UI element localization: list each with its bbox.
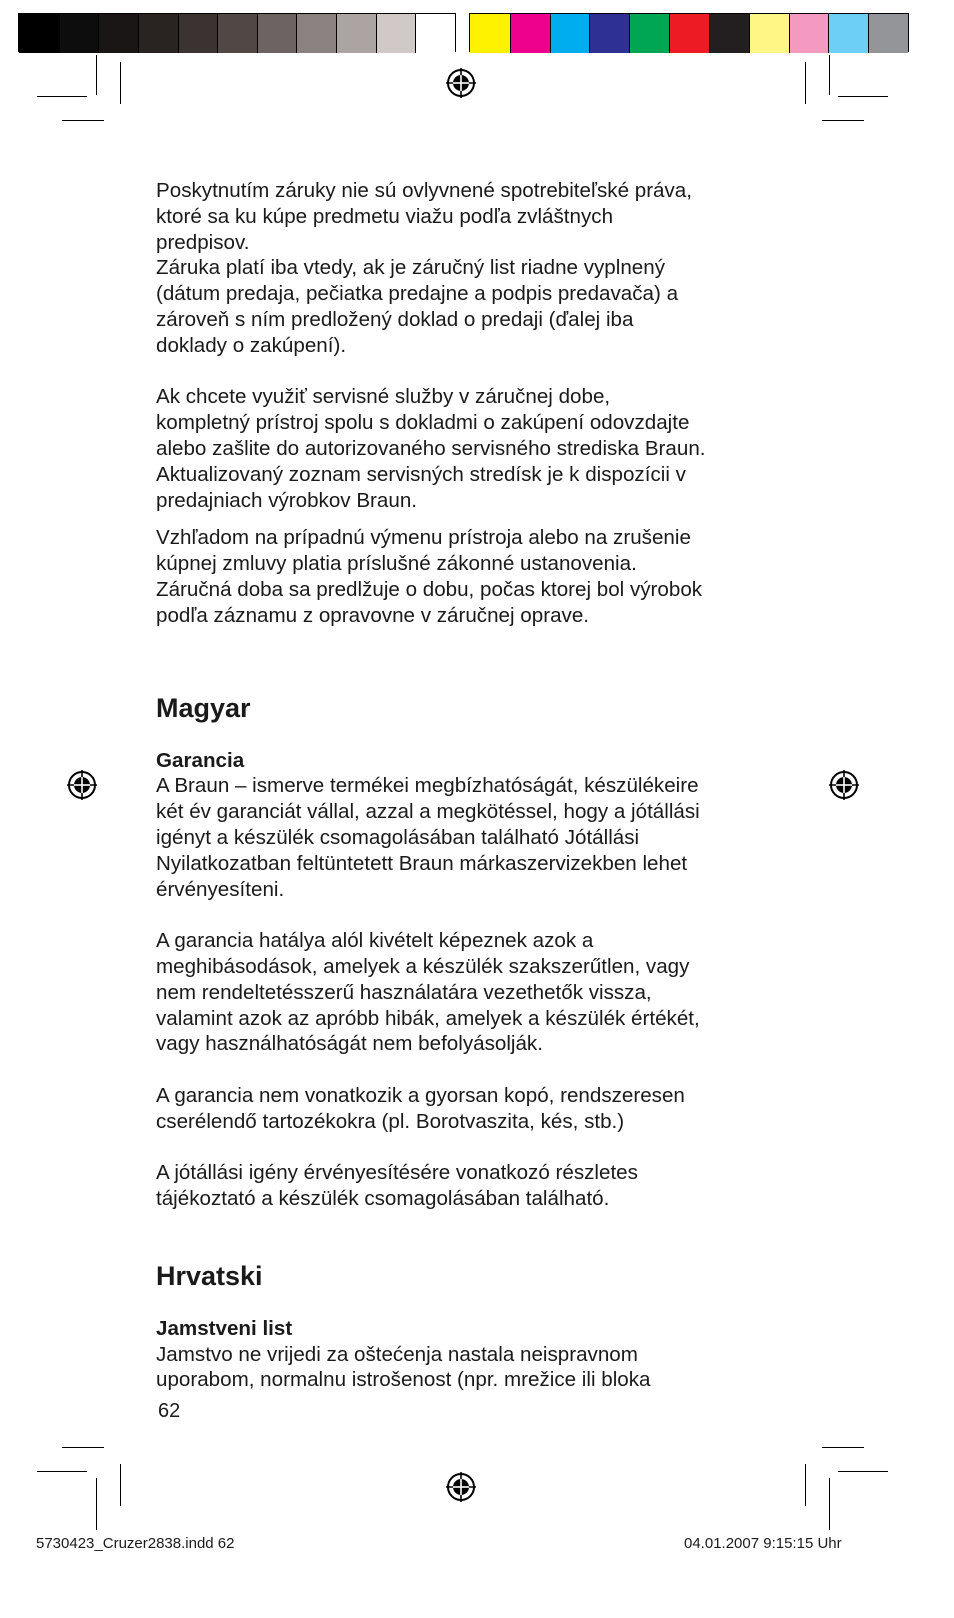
paragraph: A jótállási igény érvényesítésére vonatkozó részletes tájékoztató a készülék csomagolásában található. [156,1161,638,1211]
color-swatch [749,14,789,53]
color-swatch [98,14,138,53]
paragraph: Poskytnutím záruky nie sú ovlyvnené spotrebiteľské práva, ktoré sa ku kúpe predmetu viažu podľa zvláštnych predpisov. [156,179,692,254]
color-swatch [589,14,629,53]
color-swatch [376,14,416,53]
crop-mark [62,120,104,121]
crop-mark [37,1471,87,1472]
process-color-bar [469,13,909,52]
crop-mark [838,96,888,97]
color-swatch [296,14,336,53]
crop-mark [822,120,864,121]
crop-mark [829,1478,830,1530]
paragraph: A Braun – ismerve termékei megbízhatóságát, készülékeire két év garanciát vállal, azzal a megkötéssel, hogy a jótállási igényt a készülék csomagolásában található Jótállási Nyilatkozatban feltüntetett Braun márkaszervizekben lehet érvényesíteni. [156,774,700,901]
color-swatch [59,14,99,53]
color-swatch [709,14,749,53]
section-heading-magyar: Magyar [156,692,251,723]
color-swatch [415,14,455,53]
crop-mark [120,62,121,104]
crop-mark [96,1478,97,1530]
subheading-jamstveni-list: Jamstveni list [156,1316,293,1340]
slug-timestamp: 04.01.2007 9:15:15 Uhr [684,1535,842,1552]
crop-mark [62,1447,104,1448]
color-swatch [470,14,510,53]
color-swatch [336,14,376,53]
color-swatch [868,14,908,53]
crop-mark [838,1471,888,1472]
paragraph: Jamstvo ne vrijedi za oštećenja nastala neispravnom uporabom, normalnu istrošenost (npr. mrežice ili bloka [156,1342,651,1392]
paragraph: Vzhľadom na prípadnú výmenu prístroja alebo na zrušenie kúpnej zmluvy platia príslušné zákonné ustanovenia. Záručná doba sa predlžuje o dobu, počas ktorej bol výrobok podľa záznamu z opravovne v záručnej oprave. [156,526,703,627]
color-swatch [828,14,868,53]
grayscale-color-bar [18,13,456,52]
paragraph: Záruka platí iba vtedy, ak je záručný list riadne vyplnený (dátum predaja, pečiatka predajne a podpis predavača) a zároveň s ním predložený doklad o predaji (ďalej iba doklady o zakúpení). [156,256,679,357]
color-swatch [789,14,829,53]
crop-mark [805,1464,806,1506]
crop-mark [96,55,97,95]
subheading-garancia: Garancia [156,748,245,772]
color-swatch [669,14,709,53]
crop-mark [805,62,806,104]
color-swatch [178,14,218,53]
paragraph: Ak chcete využiť servisné služby v záručnej dobe, kompletný prístroj spolu s dokladmi o zakúpení odovzdajte alebo zašlite do autorizovaného servisného strediska Braun. Aktualizovaný zoznam servisných stredísk je k dispozícii v predajniach výrobkov Braun. [156,385,706,512]
text-column [156,178,806,1393]
crop-mark [822,1447,864,1448]
paragraph: A garancia hatálya alól kivételt képeznek azok a meghibásodások, amelyek a készülék szakszerűtlen, vagy nem rendeltetésszerű használatára vezethetők vissza, valamint azok az apróbb hibák, amelyek a készülék értékét, vagy használhatóságát nem befolyásolják. [156,929,700,1056]
registration-target-icon [446,68,476,98]
registration-target-icon [829,770,859,800]
crop-mark [37,96,87,97]
crop-mark [829,55,830,95]
color-swatch [629,14,669,53]
page-number: 62 [158,1400,181,1422]
registration-target-icon [67,770,97,800]
color-swatch [510,14,550,53]
color-swatch [138,14,178,53]
color-swatch [550,14,590,53]
color-swatch [257,14,297,53]
crop-mark [120,1464,121,1506]
color-swatch [19,14,59,53]
slug-file-name: 5730423_Cruzer2838.indd 62 [36,1535,235,1552]
registration-target-icon [446,1472,476,1502]
paragraph: A garancia nem vonatkozik a gyorsan kopó, rendszeresen cserélendő tartozékokra (pl. Borotvaszita, kés, stb.) [156,1083,685,1133]
section-heading-hrvatski: Hrvatski [156,1260,263,1291]
color-swatch [217,14,257,53]
